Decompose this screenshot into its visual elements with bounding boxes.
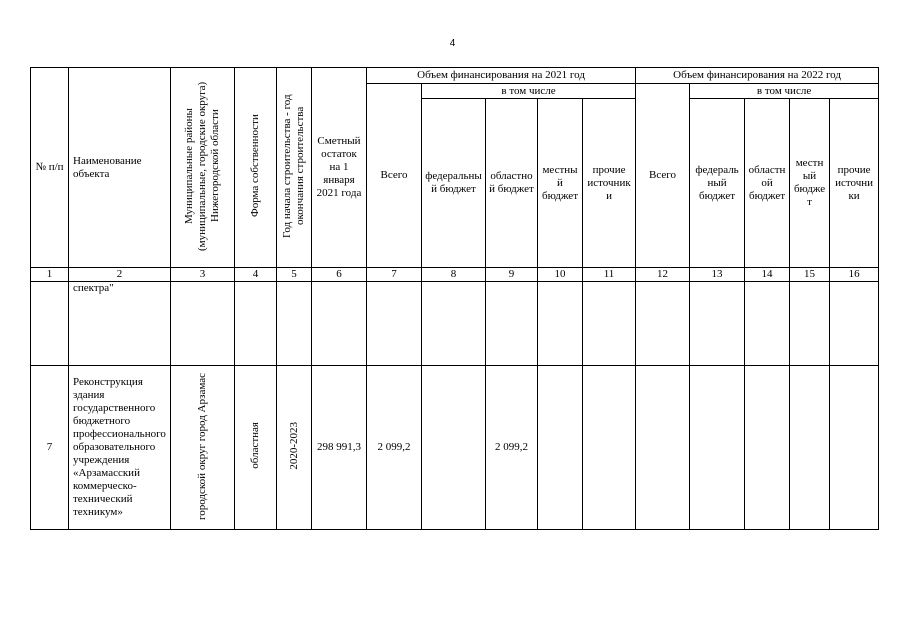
col-number: 4 bbox=[235, 268, 277, 282]
header-group-2021: Объем финансирования на 2021 год bbox=[367, 68, 636, 84]
row-2021-other bbox=[583, 366, 636, 530]
row-ownership-cell bbox=[235, 366, 277, 530]
header-years-text: Год начала строительства - год окончания строительства bbox=[281, 93, 306, 238]
header-years bbox=[277, 68, 312, 268]
table-row bbox=[31, 282, 879, 366]
row-2022-local bbox=[790, 282, 830, 366]
row-2022-other bbox=[830, 366, 879, 530]
col-number: 10 bbox=[538, 268, 583, 282]
header-group-2022: Объем финансирования на 2022 год bbox=[636, 68, 879, 84]
column-number-row bbox=[31, 268, 879, 282]
row-estimate bbox=[312, 282, 367, 366]
col-number: 16 bbox=[830, 268, 879, 282]
header-total-2022: Всего bbox=[636, 84, 690, 268]
row-ownership: областная bbox=[249, 422, 261, 469]
row-district-cell bbox=[171, 366, 235, 530]
row-years: 2020-2023 bbox=[287, 421, 300, 470]
row-object-name: спектра" bbox=[69, 282, 171, 366]
row-2021-federal bbox=[422, 282, 486, 366]
col-number: 13 bbox=[690, 268, 745, 282]
row-2022-local bbox=[790, 366, 830, 530]
header-ownership bbox=[235, 68, 277, 268]
row-2021-other bbox=[583, 282, 636, 366]
header-local-2021: местный бюджет bbox=[538, 99, 583, 268]
col-number: 6 bbox=[312, 268, 367, 282]
row-2022-federal bbox=[690, 282, 745, 366]
header-incl-2022: в том числе bbox=[690, 84, 879, 99]
row-2021-regional: 2 099,2 bbox=[486, 366, 538, 530]
col-number: 14 bbox=[745, 268, 790, 282]
col-number: 9 bbox=[486, 268, 538, 282]
row-2021-local bbox=[538, 282, 583, 366]
col-number: 11 bbox=[583, 268, 636, 282]
row-2022-regional bbox=[745, 282, 790, 366]
header-federal-2021: федеральный бюджет bbox=[422, 99, 486, 268]
col-number: 7 bbox=[367, 268, 422, 282]
row-2022-total bbox=[636, 366, 690, 530]
row-2022-other bbox=[830, 282, 879, 366]
header-regional-2021: областной бюджет bbox=[486, 99, 538, 268]
row-years-cell bbox=[277, 366, 312, 530]
row-2021-local bbox=[538, 366, 583, 530]
row-2021-total bbox=[367, 282, 422, 366]
row-object-name: Реконструкция здания государственного бюджетного профессионального образовательного учреждения «Арзамасский коммерческо-технический техникум» bbox=[69, 366, 171, 530]
col-number: 12 bbox=[636, 268, 690, 282]
row-district: городской округ город Арзамас bbox=[196, 372, 208, 520]
row-ownership bbox=[235, 282, 277, 366]
row-2021-total: 2 099,2 bbox=[367, 366, 422, 530]
header-name: Наименование объекта bbox=[69, 68, 171, 268]
col-number: 3 bbox=[171, 268, 235, 282]
row-years bbox=[277, 282, 312, 366]
row-estimate: 298 991,3 bbox=[312, 366, 367, 530]
row-num bbox=[31, 282, 69, 366]
table-row bbox=[31, 366, 879, 530]
header-ownership-text: Форма собственности bbox=[249, 114, 261, 217]
col-number: 2 bbox=[69, 268, 171, 282]
row-2021-regional bbox=[486, 282, 538, 366]
row-num: 7 bbox=[31, 366, 69, 530]
header-estimate: Сметный остаток на 1 января 2021 года bbox=[312, 68, 367, 268]
header-other-2022: прочие источники bbox=[830, 99, 879, 268]
row-2021-federal bbox=[422, 366, 486, 530]
header-federal-2022: федеральный бюджет bbox=[690, 99, 745, 268]
col-number: 1 bbox=[31, 268, 69, 282]
page-number: 4 bbox=[449, 38, 456, 49]
header-local-2022: местный бюджет bbox=[790, 99, 830, 268]
row-2022-regional bbox=[745, 366, 790, 530]
header-incl-2021: в том числе bbox=[422, 84, 636, 99]
col-number: 8 bbox=[422, 268, 486, 282]
header-district bbox=[171, 68, 235, 268]
header-other-2021: прочие источники bbox=[583, 99, 636, 268]
row-district bbox=[171, 282, 235, 366]
header-row-1 bbox=[31, 68, 879, 84]
header-regional-2022: областной бюджет bbox=[745, 99, 790, 268]
header-total-2021: Всего bbox=[367, 84, 422, 268]
col-number: 15 bbox=[790, 268, 830, 282]
row-2022-total bbox=[636, 282, 690, 366]
financing-table bbox=[30, 67, 879, 530]
col-number: 5 bbox=[277, 268, 312, 282]
header-num: № п/п bbox=[31, 68, 69, 268]
row-2022-federal bbox=[690, 366, 745, 530]
header-district-text: Муниципальные районы (муниципальные, городские округа) Нижегородской области bbox=[183, 80, 221, 251]
